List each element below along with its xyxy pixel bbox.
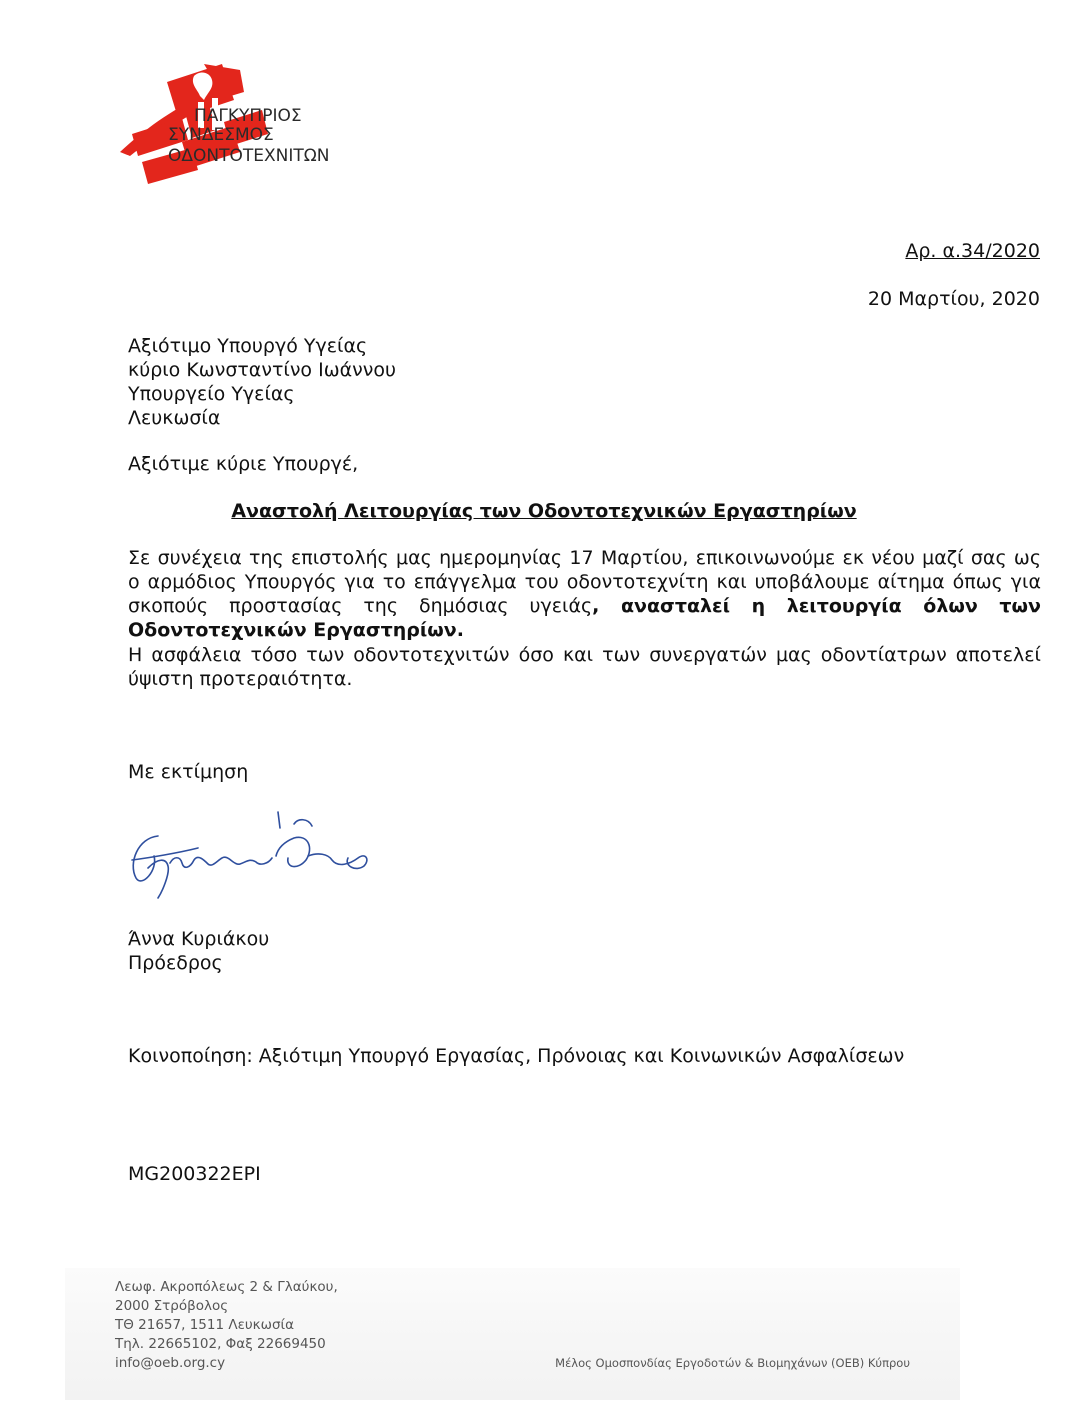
letter-date: 20 Μαρτίου, 2020 [867,288,1040,310]
footer-email: info@oeb.org.cy [115,1355,226,1371]
recipient-line: Λευκωσία [128,407,221,429]
footer-contact [115,1278,338,1373]
signer-block [128,928,269,976]
footer-phones: Τηλ. 22665102, Φαξ 22669450 [115,1336,326,1352]
recipient-line: κύριο Κωνσταντίνο Ιωάννου [128,359,396,381]
handwritten-signature [118,808,378,903]
recipient-line: Αξιότιμο Υπουργό Υγείας [128,335,368,357]
body-paragraph-1 [128,546,1041,642]
carbon-copy: Κοινοποίηση: Αξιότιμη Υπουργό Εργασίας, Πρόνοιας και Κοινωνικών Ασφαλίσεων [128,1045,905,1067]
footer-membership: Μέλος Ομοσπονδίας Εργοδοτών & Βιομηχάνων (ΟΕΒ) Κύπρου [555,1356,910,1370]
logo-text-line2: ΣΥΝΔΕΣΜΟΣ [168,125,274,145]
recipient-line: Υπουργείο Υγείας [128,383,295,405]
closing: Με εκτίμηση [128,761,249,783]
document-code: MG200322EPI [128,1163,261,1185]
signer-title: Πρόεδρος [128,952,223,974]
letterhead-footer [65,1268,960,1400]
logo-text-line3: ΟΔΟΝΤΟΤΕΧΝΙΤΩΝ [168,146,330,166]
letter-subject: Αναστολή Λειτουργίας των Οδοντοτεχνικών Εργαστηρίων [231,500,857,522]
body-paragraph-1-bold: , ανασταλεί η λειτουργία όλων των Οδοντοτεχνικών Εργαστηρίων. [128,595,1041,641]
body-paragraph-1-text: Σε συνέχεια της επιστολής μας ημερομηνίας 17 Μαρτίου, επικοινωνούμε εκ νέου μαζί σας ως ο αρμόδιος Υπουργός για το επάγγελμα του οδοντοτεχνίτη και υποβάλουμε αίτημα όπως για σκοπούς προστασίας της δημόσιας υγειάς [128,547,1041,617]
footer-pobox: ΤΘ 21657, 1511 Λευκωσία [115,1317,294,1333]
body-paragraph-2: Η ασφάλεια τόσο των οδοντοτεχνιτών όσο και των συνεργατών μας οδοντίατρων αποτελεί ύψιστη προτεραιότητα. [128,644,1041,690]
logo-text-line1: ΠΑΓΚΥΠΡΙΟΣ [194,106,302,126]
footer-address-line: Λεωφ. Ακροπόλεως 2 & Γλαύκου, [115,1279,338,1295]
footer-address-line: 2000 Στρόβολος [115,1298,229,1314]
reference-number: Αρ. α.34/2020 [905,240,1040,262]
salutation: Αξιότιμε κύριε Υπουργέ, [128,453,359,475]
signature-icon [118,808,378,903]
signer-name: Άννα Κυριάκου [128,928,270,950]
recipient-address [128,335,396,431]
association-logo [112,52,362,202]
